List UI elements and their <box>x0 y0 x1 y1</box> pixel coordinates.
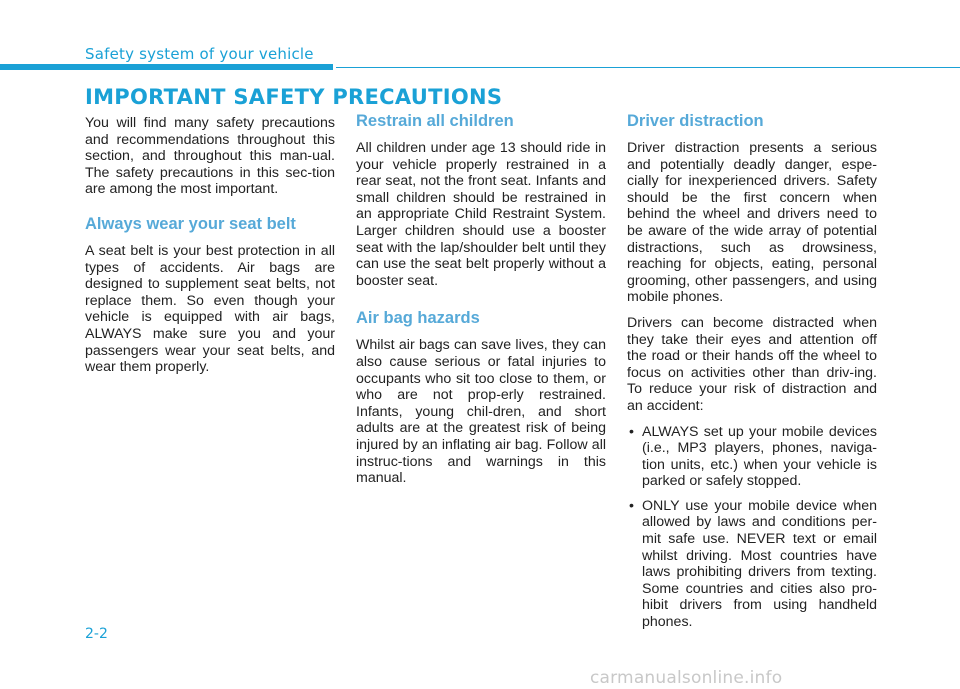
page-number: 2-2 <box>85 626 108 642</box>
seatbelt-heading: Always wear your seat belt <box>85 214 296 233</box>
watermark-link[interactable]: carmanualsonline.info <box>590 668 783 688</box>
list-item-text: ONLY use your mobile device when allowed by laws and conditions per-mit safe use. NEVER text or email whilst driving. Most countries have laws prohibiting drivers from texting. Some countries and cities also pro-hibit drivers from using handheld phones. <box>642 497 877 631</box>
column-right <box>627 112 877 639</box>
column-left <box>85 115 335 385</box>
list-item-text: ALWAYS set up your mobile devices (i.e., MP3 players, phones, naviga-tion units, etc.) when your vehicle is parked or safely stopped. <box>642 423 877 490</box>
bullet-icon: • <box>629 497 634 514</box>
header-rule <box>336 67 960 68</box>
children-paragraph: All children under age 13 should ride in your vehicle properly restrained in a rear seat, not the front seat. Infants and small children should be restrained in an appropriate Child Restraint System. Larger children should use a booster seat with the lap/shoulder belt until they can use the seat belt properly without a booster seat. <box>356 140 606 289</box>
airbag-paragraph: Whilst air bags can save lives, they can also cause serious or fatal injuries to occupants who sit too close to them, or who are not prop-erly restrained. Infants, young chil-dren, and short adults are at the greatest risk of being injured by an inflating air bag. Follow all instruc-tions and warnings in this manual. <box>356 337 606 487</box>
list-item <box>627 424 877 490</box>
distraction-heading: Driver distraction <box>627 112 764 130</box>
section-label: Safety system of your vehicle <box>85 45 314 63</box>
column-middle <box>356 112 606 496</box>
bullet-icon: • <box>629 423 634 440</box>
distraction-bullet-list <box>627 424 877 631</box>
airbag-heading: Air bag hazards <box>356 309 480 328</box>
distraction-paragraph-2: Drivers can become distracted when they take their eyes and attention off the road or their hands off the wheel to focus on activities other than driv-ing. To reduce your risk of distraction and an accident: <box>627 314 877 414</box>
page-title: IMPORTANT SAFETY PRECAUTIONS <box>85 85 503 109</box>
intro-paragraph: You will find many safety precautions and recommendations throughout this section, and throughout this man-ual. The safety precautions in this sec-tion are among the most important. <box>85 115 335 198</box>
header-accent-bar <box>0 64 333 70</box>
distraction-paragraph-1: Driver distraction presents a serious and potentially deadly danger, espe-cially for inexperienced drivers. Safety should be the first concern when behind the wheel and drivers need to be aware of the wide array of potential distractions, such as drowsiness, reaching for objects, eating, personal grooming, other passengers, and using mobile phones. <box>627 140 877 306</box>
list-item <box>627 498 877 631</box>
seatbelt-paragraph: A seat belt is your best protection in all types of accidents. Air bags are designed to supplement seat belts, not replace them. So even though your vehicle is equipped with air bags, ALWAYS make sure you and your passengers wear your seat belts, and wear them properly. <box>85 242 335 376</box>
children-heading: Restrain all children <box>356 112 514 130</box>
